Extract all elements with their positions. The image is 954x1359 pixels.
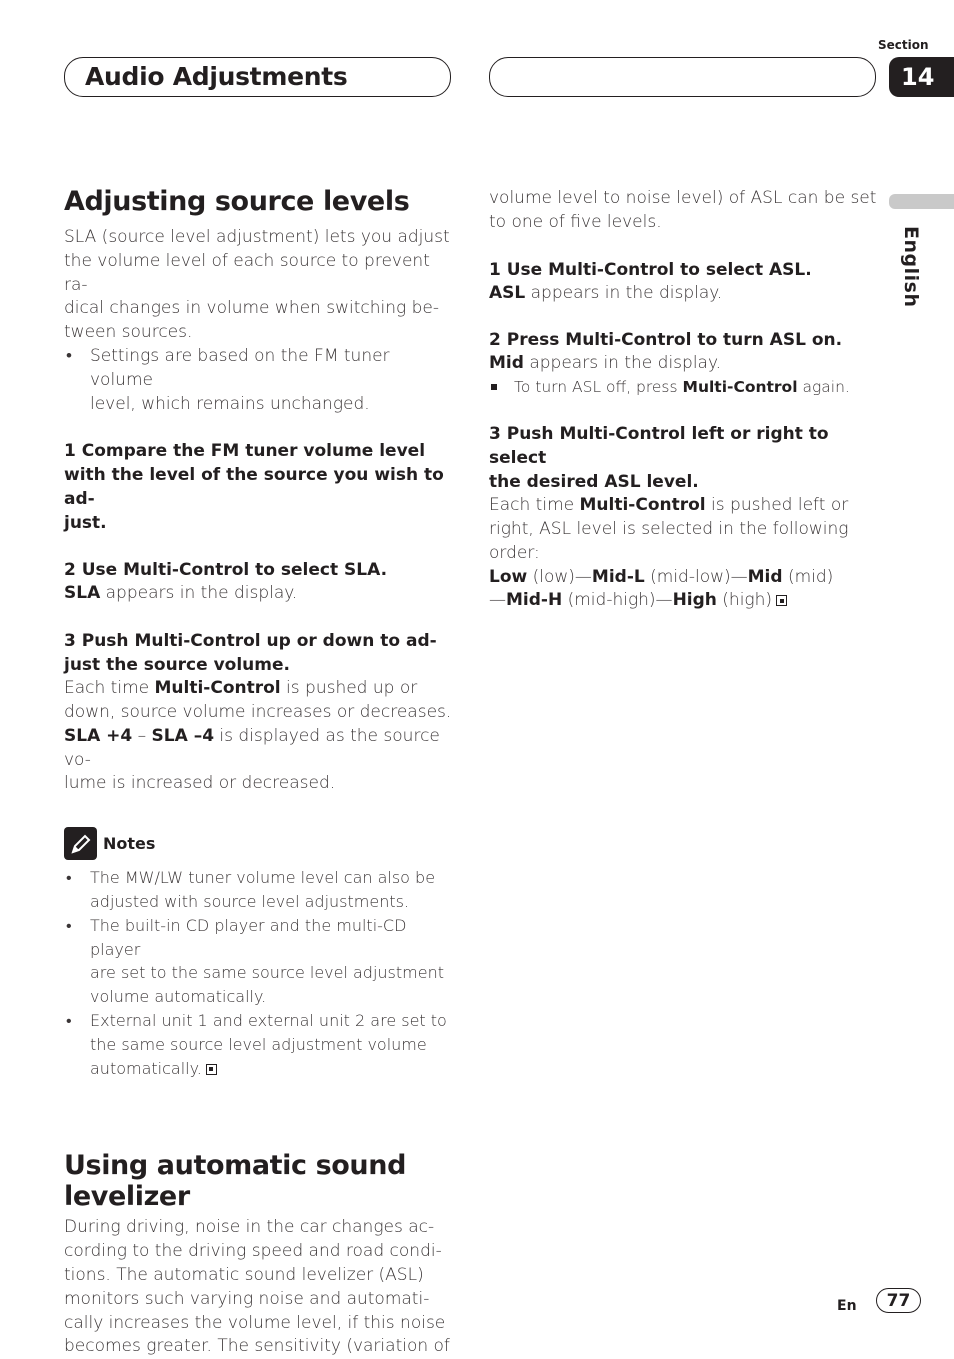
section-heading-asl [64,1150,454,1212]
asl-line: cally increases the volume level, if this noise [64,1312,446,1333]
end-of-section-icon [206,1064,217,1075]
header-blank-frame [489,57,876,97]
asl-line: cording to the driving speed and road condi- [64,1241,442,1262]
step-2-description [64,582,454,606]
text: (low)— [527,566,592,587]
language-label: English [900,226,922,308]
section-number: 14 [901,63,935,91]
text: order: [489,542,540,563]
language-tab [889,194,954,209]
step-3-push [64,629,454,677]
footer-lang-code: En [837,1298,857,1314]
asl-step-2-description [489,352,879,376]
sla-intro-line: tween sources. [64,322,193,343]
text: Each time [489,495,580,516]
text: (high) [716,590,773,611]
section-label: Section [878,38,929,52]
asl-step-1-description [489,282,879,306]
text: – [132,725,152,746]
step-3-description [64,677,454,796]
text: down, source volume increases or decreases. [64,701,452,722]
asl-step-1: 1 Use Multi-Control to select ASL. [489,259,812,280]
text: right, ASL level is selected in the following [489,518,849,539]
step-line: 3 Push Multi-Control up or down to ad- [64,631,437,652]
asl-line: During driving, noise in the car changes ac- [64,1217,435,1238]
text: is displayed as the source vo- [64,725,440,770]
note-line: The MW/LW tuner volume level can also be [90,868,436,888]
step-line: 3 Push Multi-Control left or right to select [489,424,829,469]
right-column [489,187,879,613]
header-title-frame [64,57,451,97]
text: (mid) [782,566,834,587]
note-line: External unit 1 and external unit 2 are set to [90,1010,447,1030]
display-text-asl: ASL [489,282,526,303]
note-item [64,914,454,1009]
step-2-rest: appears in the display. [100,583,298,604]
bullet-line: level, which remains unchanged. [90,393,370,414]
note-line: automatically. [90,1058,202,1078]
step-line: with the level of the source you wish to ad- [64,465,444,510]
level-mid: Mid [747,566,783,587]
step-2-select-sla: 2 Use Multi-Control to select SLA. [64,560,388,581]
bullet-line: Settings are based on the FM tuner volume [90,345,390,390]
page-header-title: Audio Adjustments [85,62,348,91]
text: lume is increased or decreased. [64,773,336,794]
text: to one of five levels. [489,211,662,232]
asl-line: monitors such varying noise and automati- [64,1288,430,1309]
display-text: SLA –4 [151,725,215,746]
text: is pushed up or [280,678,418,699]
section-number-badge [889,57,954,97]
square-bullet-icon [491,384,497,390]
control-name: Multi-Control [682,378,798,397]
text: volume level to noise level) of ASL can be set [489,188,877,208]
text: again. [797,378,850,397]
step-line: the desired ASL level. [489,472,699,493]
asl-continued [489,187,879,235]
text: (mid-high)— [562,590,673,611]
sla-intro-line: the volume level of each source to prevent ra- [64,250,430,295]
left-column [64,186,454,1359]
step-1-compare [64,439,454,535]
control-name: Multi-Control [154,678,281,699]
display-text-sla: SLA [64,583,101,604]
text: is pushed left or [705,495,849,516]
notes-label: Notes [103,833,156,853]
level-high: High [672,590,717,611]
note-item [64,866,454,914]
settings-bullet [64,345,454,416]
text: (mid-low)— [644,566,748,587]
text: To turn ASL off, press [514,378,683,397]
text: appears in the display. [523,353,721,374]
step-line: just. [64,513,107,534]
sla-intro [64,226,454,345]
end-of-section-icon [776,595,787,606]
page-number: 77 [886,1290,911,1311]
note-line: are set to the same source level adjustment [90,963,444,983]
page-number-badge [876,1288,921,1313]
display-text-mid: Mid [489,353,524,374]
level-mid-l: Mid-L [591,566,645,587]
note-line: volume automatically. [90,987,267,1007]
note-line: The built-in CD player and the multi-CD player [90,915,407,959]
control-name: Multi-Control [579,495,706,516]
note-item [64,1009,454,1080]
asl-intro [64,1216,454,1359]
notes-header [64,827,454,860]
asl-step-3 [489,422,879,494]
text: — [489,590,506,611]
asl-line: becomes greater. The sensitivity (variation of [64,1336,450,1357]
step-line: 1 Compare the FM tuner volume level [64,441,426,462]
heading-line: Using automatic sound [64,1150,407,1182]
pencil-icon [64,827,97,860]
level-mid-h: Mid-H [506,590,563,611]
section-heading-source-levels: Adjusting source levels [64,186,410,217]
display-text: SLA +4 [64,725,133,746]
text: appears in the display. [525,282,723,303]
asl-step-3-description [489,494,879,613]
note-line: adjusted with source level adjustments. [90,891,410,911]
asl-step-2: 2 Press Multi-Control to turn ASL on. [489,330,843,351]
asl-off-tip [489,376,879,399]
note-line: the same source level adjustment volume [90,1034,427,1054]
text: Each time [64,678,155,699]
sla-intro-line: SLA (source level adjustment) lets you adjust [64,227,450,247]
sla-intro-line: dical changes in volume when switching be- [64,298,439,319]
step-line: just the source volume. [64,655,290,676]
heading-line: levelizer [64,1181,190,1213]
asl-line: tions. The automatic sound levelizer (ASL) [64,1264,424,1285]
level-low: Low [489,566,528,587]
